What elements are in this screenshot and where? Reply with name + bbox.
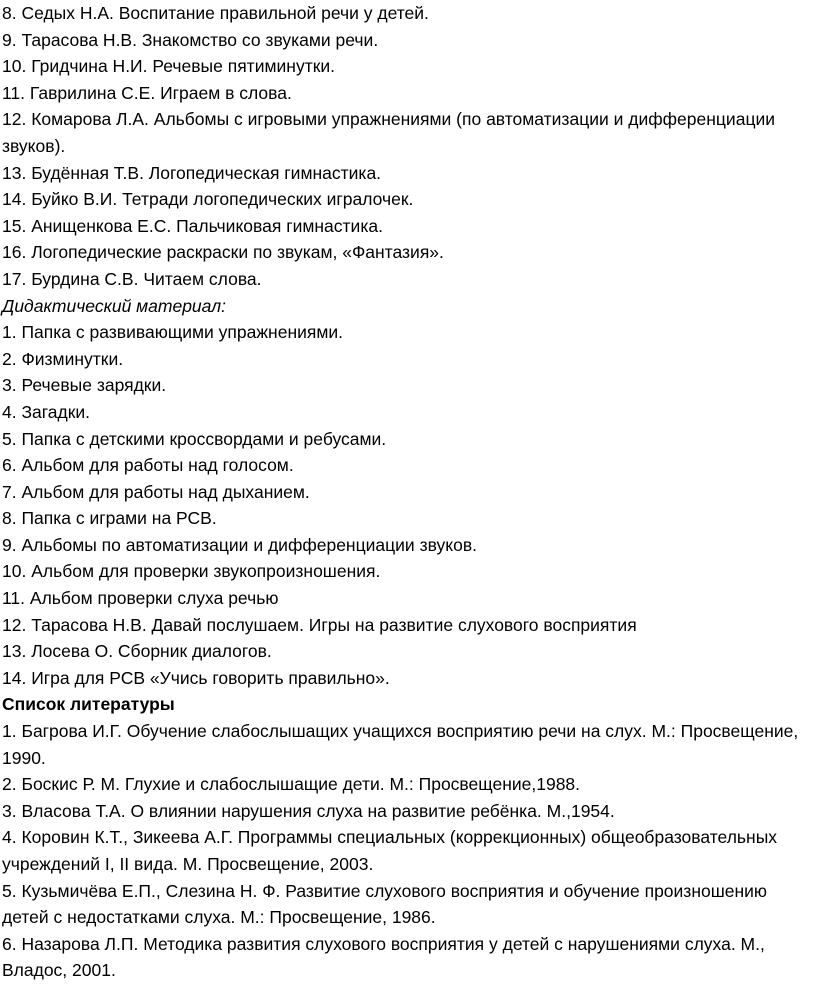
list-item: 4. Загадки. — [2, 401, 90, 422]
list-item: 4. Коровин К.Т., Зикеева А.Г. Программы специальных (коррекционных) общеобразовательных учреждений I, II вида. М. Просвещение, 2003. — [2, 827, 778, 874]
document-page — [2, 0, 812, 984]
list-item: 12. Комарова Л.А. Альбомы с игровыми упражнениями (по автоматизации и дифференциации звуков). — [2, 109, 776, 156]
list-item: 7. Альбом для работы над дыханием. — [2, 481, 310, 502]
list-item: 2. Физминутки. — [2, 348, 124, 369]
list-item: 17. Бурдина С.В. Читаем слова. — [2, 268, 262, 289]
list-item: 12. Тарасова Н.В. Давай послушаем. Игры на развитие слухового восприятия — [2, 614, 637, 635]
list-item: 6. Альбом для работы над голосом. — [2, 455, 294, 476]
didactic-list — [2, 319, 812, 691]
list-item: 9. Тарасова Н.В. Знакомство со звуками речи. — [2, 29, 379, 50]
list-item: 10. Гридчина Н.И. Речевые пятиминутки. — [2, 56, 336, 77]
list-item: 15. Анищенкова Е.С. Пальчиковая гимнастика. — [2, 215, 383, 236]
list-item: 3. Речевые зарядки. — [2, 375, 167, 396]
list-item: 14. Буйко В.И. Тетради логопедических игралочек. — [2, 189, 414, 210]
literature-list — [2, 718, 812, 984]
list-item: 16. Логопедические раскраски по звукам, «Фантазия». — [2, 242, 444, 263]
list-item: 1. Багрова И.Г. Обучение слабослышащих учащихся восприятию речи на слух. М.: Просвещение, 1990. — [2, 721, 799, 768]
list-item: 5. Папка с детскими кроссвордами и ребусами. — [2, 428, 387, 449]
list-item: 6. Назарова Л.П. Методика развития слухового восприятия у детей с нарушениями слуха. М., Владос, 2001. — [2, 933, 765, 981]
resources-list — [2, 0, 812, 293]
list-item: 8. Папка с играми на РСВ. — [2, 508, 217, 529]
list-item: 8. Седых Н.А. Воспитание правильной речи у детей. — [2, 3, 429, 23]
list-item: 9. Альбомы по автоматизации и дифференциации звуков. — [2, 534, 477, 555]
list-item: 11. Альбом проверки слуха речью — [2, 588, 279, 609]
list-item: 1. Папка с развивающими упражнениями. — [2, 322, 344, 343]
list-item: 3. Власова Т.А. О влиянии нарушения слуха на развитие ребёнка. М.,1954. — [2, 800, 615, 821]
didactic-heading: Дидактический материал: — [2, 295, 226, 316]
list-item: 10. Альбом для проверки звукопроизношения. — [2, 561, 381, 582]
list-item: 11. Гаврилина С.Е. Играем в слова. — [2, 82, 292, 103]
list-item: 2. Боскис Р. М. Глухие и слабослышащие дети. М.: Просвещение,1988. — [2, 774, 581, 795]
literature-heading: Список литературы — [2, 694, 175, 715]
list-item: 14. Игра для РСВ «Учись говорить правильно». — [2, 667, 390, 688]
list-item: 13. Будённая Т.В. Логопедическая гимнастика. — [2, 162, 382, 183]
list-item: 5. Кузьмичёва Е.П., Слезина Н. Ф. Развитие слухового восприятия и обучение произношению детей с недостатками слуха. М.: Просвещение, 1986. — [2, 880, 768, 928]
list-item: 13. Лосева О. Сборник диалогов. — [2, 641, 272, 662]
